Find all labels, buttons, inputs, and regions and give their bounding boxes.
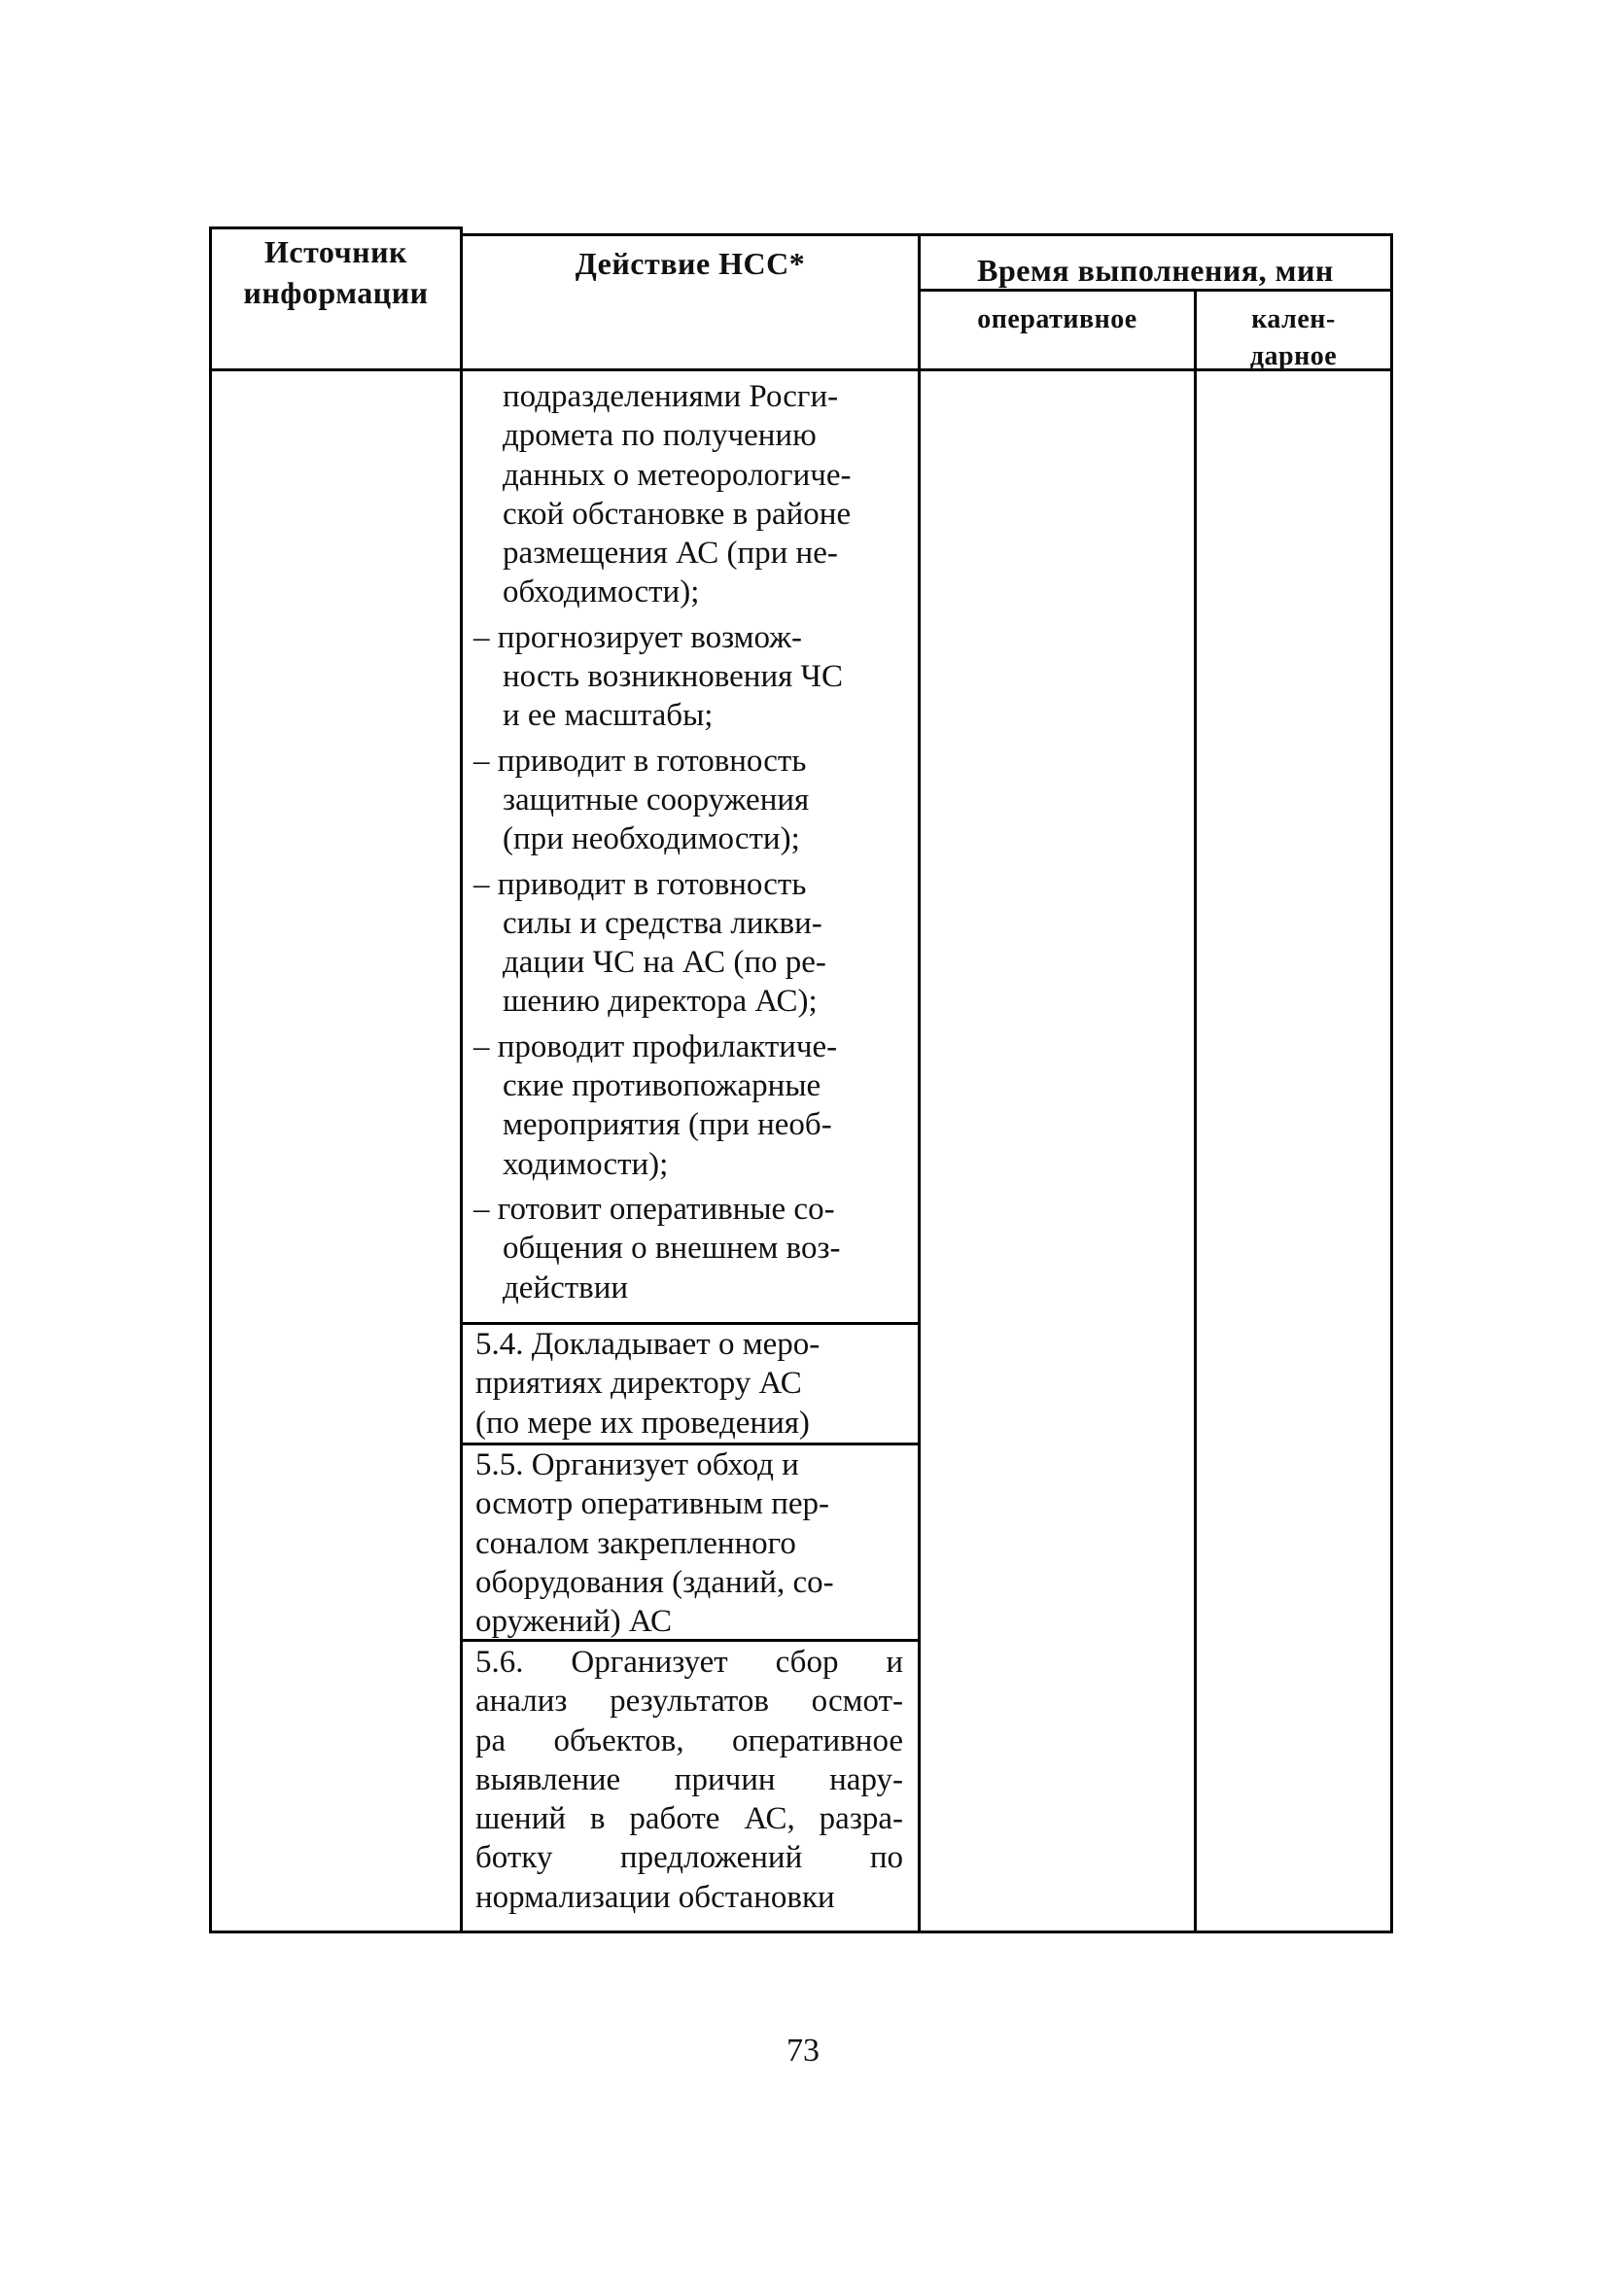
header-action-label: Действие НСС* bbox=[575, 246, 806, 281]
column-divider-time bbox=[918, 233, 921, 1933]
header-time-operational-label: оперативное bbox=[977, 304, 1137, 334]
action-cell-continuation bbox=[473, 377, 913, 1307]
cell-line: дромета по получению bbox=[503, 418, 817, 454]
cell-line: ские противопожарные bbox=[503, 1068, 821, 1104]
action-cell-5-4 bbox=[475, 1325, 915, 1443]
cell-line: – проводит профилактиче- bbox=[473, 1028, 838, 1064]
cell-line: 5.6. Организует сбор и bbox=[475, 1645, 903, 1680]
cell-line: шению директора АС); bbox=[503, 984, 818, 1020]
header-action bbox=[463, 243, 918, 284]
action-cell-5-5 bbox=[475, 1445, 915, 1641]
cell-line: оружений) АС bbox=[475, 1604, 673, 1640]
cell-line: соналом закрепленного bbox=[475, 1525, 796, 1561]
cell-line: осмотр оперативным пер- bbox=[475, 1486, 830, 1522]
cell-line: ходимости); bbox=[503, 1146, 669, 1182]
header-time-calendar bbox=[1197, 301, 1390, 375]
header-time-operational bbox=[921, 301, 1194, 338]
cell-line: ность возникновения ЧС bbox=[503, 659, 843, 695]
cell-line: – приводит в готовность bbox=[473, 866, 807, 902]
header-time-label: Время выполнения, мин bbox=[977, 253, 1334, 288]
cell-line: размещения АС (при не- bbox=[503, 536, 838, 572]
cell-line: (по мере их проведения) bbox=[475, 1405, 810, 1441]
cell-line: обходимости); bbox=[503, 574, 700, 610]
cell-line: дации ЧС на АС (по ре- bbox=[503, 945, 826, 981]
cell-line: подразделениями Росги- bbox=[503, 379, 839, 414]
header-time-calendar-line: дарное bbox=[1249, 341, 1338, 371]
cell-line: силы и средства ликви- bbox=[503, 905, 822, 941]
cell-line: защитные сооружения bbox=[503, 782, 810, 818]
cell-line: приятиях директору АС bbox=[475, 1366, 802, 1402]
action-cell-5-6 bbox=[475, 1643, 903, 1917]
cell-line: выявление причин нару- bbox=[475, 1761, 903, 1797]
header-source-line: Источник bbox=[264, 234, 407, 269]
cell-line: – прогнозирует возмож- bbox=[473, 619, 803, 655]
cell-line: нормализации обстановки bbox=[475, 1879, 835, 1915]
cell-line: общения о внешнем воз- bbox=[503, 1231, 841, 1267]
column-divider-calendar bbox=[1194, 289, 1197, 1933]
header-time-calendar-line: кален- bbox=[1251, 304, 1336, 334]
header-source bbox=[212, 231, 460, 313]
cell-line: и ее масштабы; bbox=[503, 698, 714, 734]
cell-line: – приводит в готовность bbox=[473, 743, 807, 779]
cell-line: оборудования (зданий, со- bbox=[475, 1564, 834, 1600]
table-top-border bbox=[209, 226, 460, 229]
cell-line: – готовит оперативные со- bbox=[473, 1191, 835, 1227]
table-bottom-border bbox=[209, 1931, 1393, 1933]
cell-line: (при необходимости); bbox=[503, 821, 800, 857]
cell-line: данных о метеорологиче- bbox=[503, 457, 852, 493]
table-left-border bbox=[209, 226, 212, 1933]
cell-line: мероприятия (при необ- bbox=[503, 1107, 832, 1143]
cell-line: анализ результатов осмот- bbox=[475, 1684, 903, 1720]
header-time bbox=[921, 250, 1390, 291]
cell-line: ботку предложений по bbox=[475, 1840, 903, 1876]
table-right-border bbox=[1390, 233, 1393, 1933]
cell-line: 5.5. Организует обход и bbox=[475, 1447, 799, 1482]
table-top-border-right bbox=[460, 233, 1393, 236]
cell-line: действии bbox=[503, 1270, 629, 1305]
cell-line: шений в работе АС, разра- bbox=[475, 1801, 903, 1837]
cell-line: ской обстановке в районе bbox=[503, 496, 852, 532]
page-number: 73 bbox=[786, 2033, 820, 2069]
cell-line: 5.4. Докладывает о меро- bbox=[475, 1327, 821, 1362]
column-divider-action bbox=[460, 226, 463, 1933]
cell-line: ра объектов, оперативное bbox=[475, 1722, 903, 1758]
header-source-line: информации bbox=[243, 275, 429, 310]
